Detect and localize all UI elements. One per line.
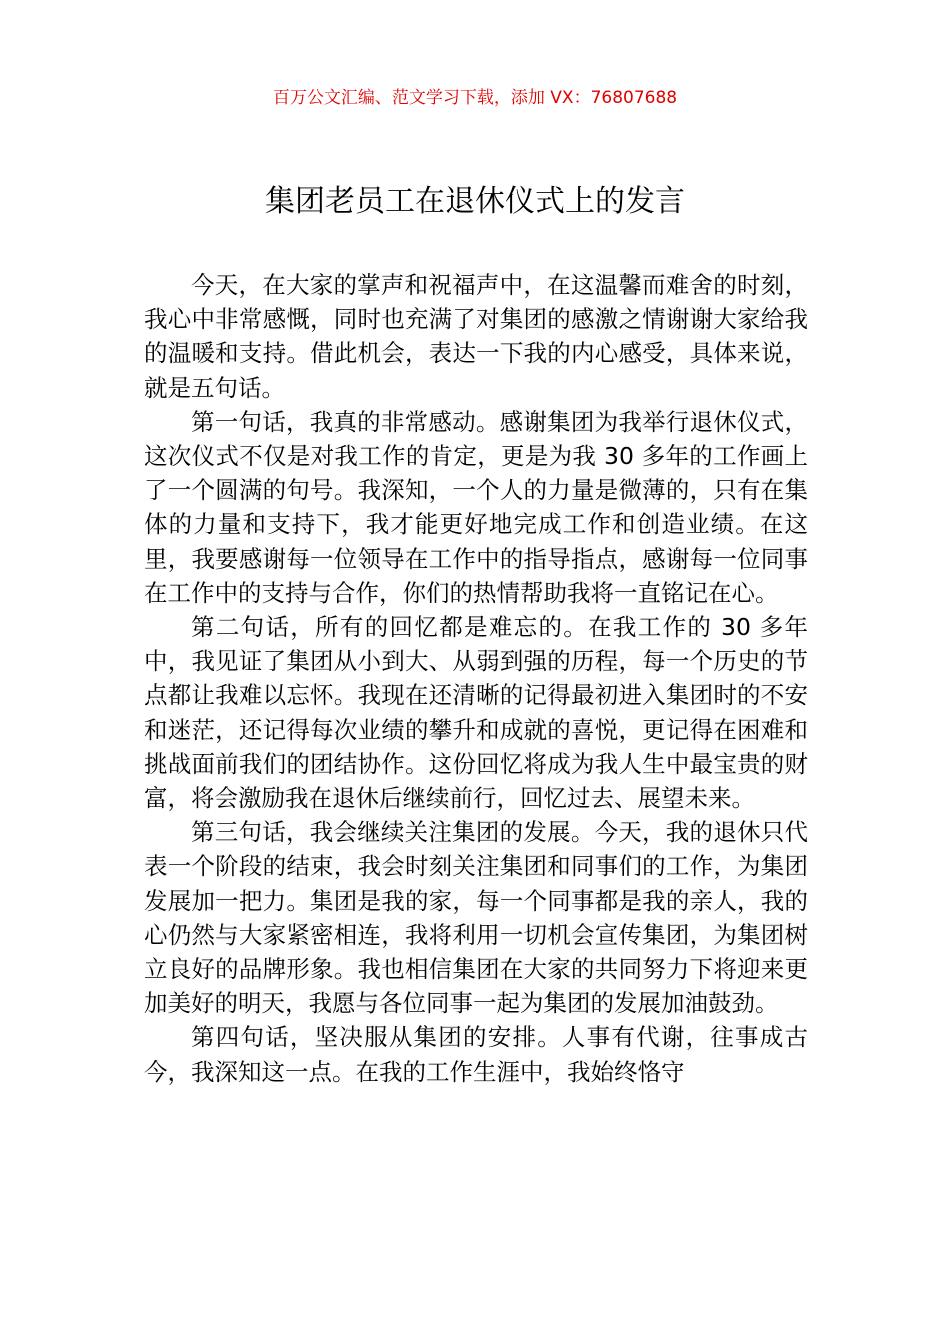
paragraph-first-sentence: 第一句话，我真的非常感动。感谢集团为我举行退休仪式，这次仪式不仅是对我工作的肯定，更是为我 30 多年的工作画上了一个圆满的句号。我深知，一个人的力量是微薄的，只有在集体的力量和支持下，我才能更好地完成工作和创造业绩。在这里，我要感谢每一位领导在工作中的指导指点，感谢每一位同事在工作中的支持与合作，你们的热情帮助我将一直铭记在心。 <box>144 407 808 607</box>
document-title: 集团老员工在退休仪式上的发言 <box>265 184 685 219</box>
paragraph-intro: 今天，在大家的掌声和祝福声中，在这温馨而难舍的时刻，我心中非常感慨，同时也充满了对集团的感激之情谢谢大家给我的温暖和支持。借此机会，表达一下我的内心感受，具体来说，就是五句话。 <box>144 271 808 402</box>
document-body <box>144 268 808 1089</box>
header-note: 百万公文汇编、范文学习下载，添加 VX：76807688 <box>272 88 678 108</box>
paragraph-third-sentence: 第三句话，我会继续关注集团的发展。今天，我的退休只代表一个阶段的结束，我会时刻关注集团和同事们的工作，为集团发展加一把力。集团是我的家，每一个同事都是我的亲人，我的心仍然与大家紧密相连，我将利用一切机会宣传集团，为集团树立良好的品牌形象。我也相信集团在大家的共同努力下将迎来更加美好的明天，我愿与各位同事一起为集团的发展加油鼓劲。 <box>144 818 808 1018</box>
paragraph-fourth-sentence: 第四句话，坚决服从集团的安排。人事有代谢，往事成古今，我深知这一点。在我的工作生涯中，我始终恪守 <box>144 1023 808 1086</box>
paragraph-second-sentence: 第二句话，所有的回忆都是难忘的。在我工作的 30 多年中，我见证了集团从小到大、从弱到强的历程，每一个历史的节点都让我难以忘怀。我现在还清晰的记得最初进入集团时的不安和迷茫，还记得每次业绩的攀升和成就的喜悦，更记得在困难和挑战面前我们的团结协作。这份回忆将成为我人生中最宝贵的财富，将会激励我在退休后继续前行，回忆过去、展望未来。 <box>144 613 808 813</box>
